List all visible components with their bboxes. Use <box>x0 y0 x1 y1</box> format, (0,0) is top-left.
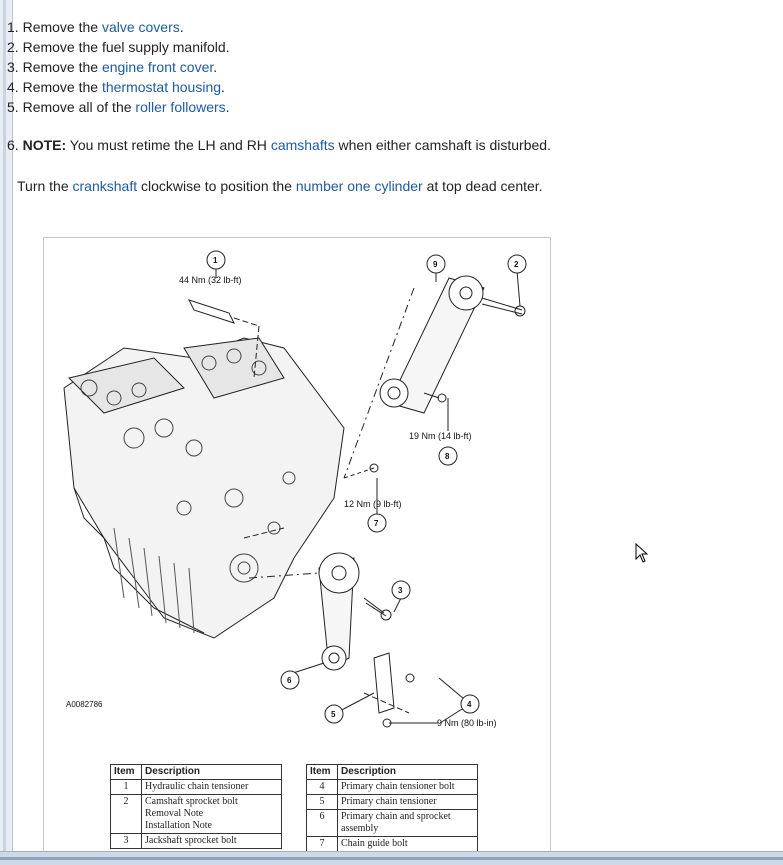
callout-8: 8 <box>445 452 450 461</box>
step-2: 2. Remove the fuel supply manifold. <box>7 39 230 55</box>
table-row: 7 Chain guide bolt <box>307 837 478 852</box>
note-label: NOTE: <box>22 137 67 153</box>
link-thermostat-housing[interactable]: thermostat housing <box>101 79 222 95</box>
torque-label-7: 12 Nm (9 lb-ft) <box>344 499 402 509</box>
table-row: 3 Jackshaft sprocket bolt <box>111 834 282 849</box>
engine-diagram <box>44 238 550 852</box>
step-1: 1. Remove the valve covers. <box>7 19 184 35</box>
window-left-frame <box>0 0 13 864</box>
link-crankshaft[interactable]: crankshaft <box>72 178 138 194</box>
torque-label-1: 44 Nm (32 lb-ft) <box>179 275 242 285</box>
callout-3: 3 <box>398 586 403 595</box>
callout-5: 5 <box>331 710 336 719</box>
legend-table-left <box>110 764 282 849</box>
table-row: 6 Primary chain and sprocket assembly <box>307 810 478 837</box>
callout-2: 2 <box>514 260 519 269</box>
mouse-pointer-icon <box>635 543 649 568</box>
step-3: 3. Remove the engine front cover. <box>7 59 218 75</box>
callout-1: 1 <box>213 256 218 265</box>
link-number-one-cylinder[interactable]: number one cylinder <box>295 178 423 194</box>
link-camshafts[interactable]: camshafts <box>270 137 335 153</box>
step-5: 5. Remove all of the roller followers. <box>7 99 230 115</box>
torque-label-4: 9 Nm (80 lb-in) <box>437 718 497 728</box>
callout-6: 6 <box>287 676 292 685</box>
table-row: 1 Hydraulic chain tensioner <box>111 780 282 795</box>
callout-7: 7 <box>374 519 379 528</box>
timing-chain-illustration <box>43 237 551 853</box>
col-item: Item <box>307 765 338 780</box>
horizontal-scrollbar[interactable] <box>0 851 783 865</box>
table-row: 4 Primary chain tensioner bolt <box>307 780 478 795</box>
col-item: Item <box>111 765 142 780</box>
figure-id: A0082786 <box>66 700 103 709</box>
legend-table-right <box>306 764 478 852</box>
link-valve-covers[interactable]: valve covers <box>101 19 180 35</box>
step-6-note: 6. NOTE: You must retime the LH and RH camshafts when either camshaft is disturbed. <box>7 137 551 153</box>
table-row: 5 Primary chain tensioner <box>307 795 478 810</box>
step-4: 4. Remove the thermostat housing. <box>7 79 225 95</box>
callout-9: 9 <box>433 260 438 269</box>
procedure-steps <box>7 17 230 117</box>
turn-crankshaft-instruction: Turn the crankshaft clockwise to position the number one cylinder at top dead center. <box>17 178 543 194</box>
callout-4: 4 <box>467 700 472 709</box>
col-description: Description <box>338 765 478 780</box>
col-description: Description <box>142 765 282 780</box>
torque-label-8: 19 Nm (14 lb-ft) <box>409 431 472 441</box>
link-engine-front-cover[interactable]: engine front cover <box>101 59 214 75</box>
link-roller-followers[interactable]: roller followers <box>135 99 226 115</box>
table-row: 2 Camshaft sprocket bolt Removal Note Installation Note <box>111 795 282 834</box>
